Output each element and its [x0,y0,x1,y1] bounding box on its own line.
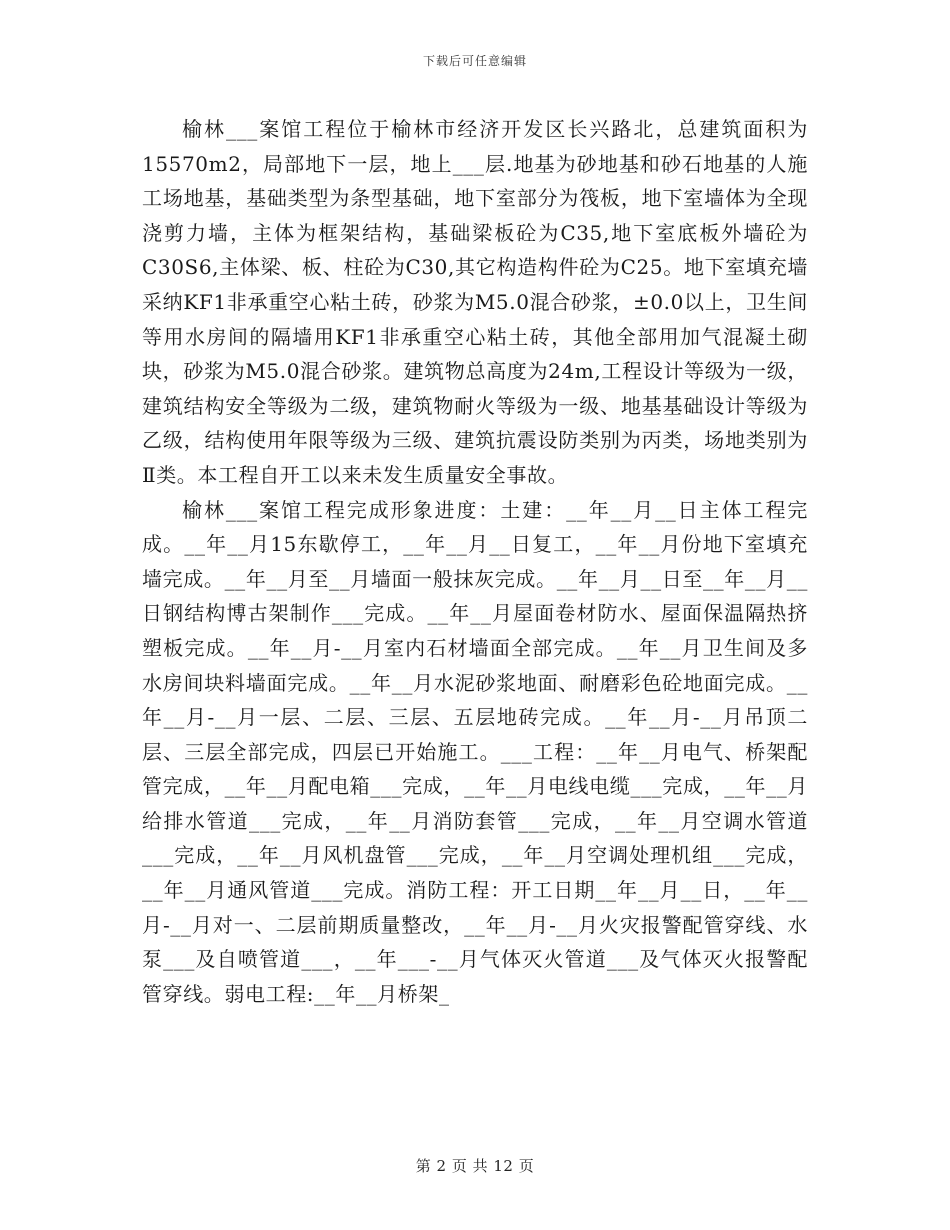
paragraph-progress: 榆林___案馆工程完成形象进度：土建：__年__月__日主体工程完成。__年__月15东歇停工，__年__月__日复工，__年__月份地下室填充墙完成。__年__月至__月墙面一般抹灰完成。__年__月__日至__年__月__日钢结构博古架制作___完成。__年__月屋面卷材防水、屋面保温隔热挤塑板完成。__年__月-__月室内石材墙面全部完成。__年__月卫生间及多水房间块料墙面完成。__年__月水泥砂浆地面、耐磨彩色砼地面完成。__年__月-__月一层、二层、三层、五层地砖完成。__年__月-__月吊顶二层、三层全部完成，四层已开始施工。___工程：__年__月电气、桥架配管完成，__年__月配电箱___完成，__年__月电线电缆___完成，__年__月给排水管道___完成，__年__月消防套管___完成，__年__月空调水管道___完成，__年__月风机盘管___完成，__年__月空调处理机组___完成，__年__月通风管道___完成。消防工程：开工日期__年__月__日，__年__月-__月对一、二层前期质量整改，__年__月-__月火灾报警配管穿线、水泵___及自喷管道___，__年___-__月气体灭火管道___及气体灭火报警配管穿线。弱电工程:__年__月桥架_ [142,497,808,1006]
page-header: 下载后可任意编辑 [422,54,527,68]
document-body [142,112,808,1011]
page-number: 第 2 页 共 12 页 [415,1157,535,1175]
paragraph-project-overview: 榆林___案馆工程位于榆林市经济开发区长兴路北，总建筑面积为15570m2，局部地下一层，地上___层.地基为砂地基和砂石地基的人施工场地基，基础类型为条型基础，地下室部分为筏板，地下室墙体为全现浇剪力墙，主体为框架结构，基础梁板砼为C35,地下室底板外墙砼为C30S6,主体梁、板、柱砼为C30,其它构造构件砼为C25。地下室填充墙采纳KF1非承重空心粘土砖，砂浆为M5.0混合砂浆，±0.0以上，卫生间等用水房间的隔墙用KF1非承重空心粘土砖，其他全部用加气混凝土砌块，砂浆为M5.0混合砂浆。建筑物总高度为24m,工程设计等级为一级，建筑结构安全等级为二级，建筑物耐火等级为一级、地基基础设计等级为乙级，结构使用年限等级为三级、建筑抗震设防类别为丙类，场地类别为Ⅱ类。本工程自开工以来未发生质量安全事故。 [142,117,808,487]
